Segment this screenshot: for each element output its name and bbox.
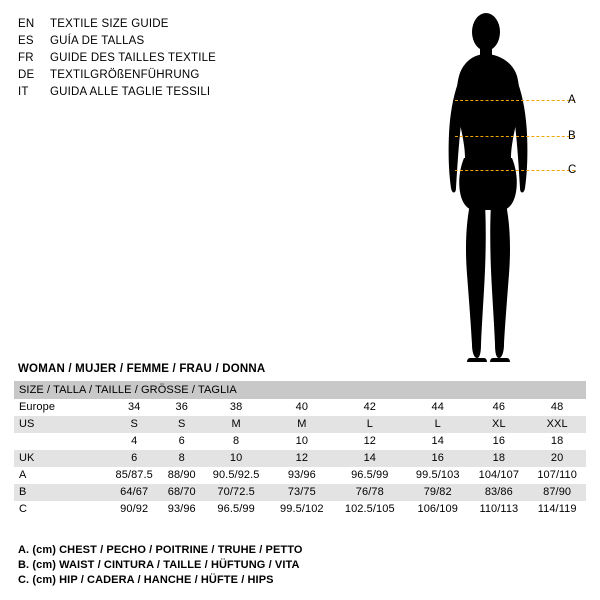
cell: 10 bbox=[270, 433, 333, 450]
cell: M bbox=[270, 416, 333, 433]
cell: 42 bbox=[334, 399, 406, 416]
language-row bbox=[18, 84, 318, 101]
language-title: GUIDE DES TAILLES TEXTILE bbox=[50, 52, 217, 64]
cell: 83/86 bbox=[469, 484, 528, 501]
cell: 68/70 bbox=[161, 484, 202, 501]
language-code: DE bbox=[18, 69, 35, 81]
cell: 16 bbox=[469, 433, 528, 450]
cell: 96.5/99 bbox=[202, 501, 270, 518]
row-label: Europe bbox=[14, 399, 107, 416]
cell: S bbox=[107, 416, 161, 433]
cell: 73/75 bbox=[270, 484, 333, 501]
cell: 70/72.5 bbox=[202, 484, 270, 501]
table-row bbox=[14, 416, 586, 433]
cell: 93/96 bbox=[161, 501, 202, 518]
table-row bbox=[14, 467, 586, 484]
cell: M bbox=[202, 416, 270, 433]
table-row bbox=[14, 484, 586, 501]
language-row bbox=[18, 33, 318, 50]
cell: 48 bbox=[528, 399, 586, 416]
footnote-a: A. (cm) CHEST / PECHO / POITRINE / TRUHE / PETTO bbox=[18, 544, 303, 556]
language-code: IT bbox=[18, 86, 29, 98]
cell: 16 bbox=[406, 450, 469, 467]
measure-label-b: B bbox=[568, 130, 576, 142]
language-code: ES bbox=[18, 35, 34, 47]
cell: 38 bbox=[202, 399, 270, 416]
measure-line-b bbox=[455, 136, 575, 137]
footnote-c: C. (cm) HIP / CADERA / HANCHE / HÜFTE / HIPS bbox=[18, 574, 274, 586]
cell: 8 bbox=[202, 433, 270, 450]
language-header-block bbox=[18, 16, 318, 101]
cell: L bbox=[406, 416, 469, 433]
cell: XL bbox=[469, 416, 528, 433]
row-label: UK bbox=[14, 450, 107, 467]
cell: 93/96 bbox=[270, 467, 333, 484]
cell: 18 bbox=[528, 433, 586, 450]
footnote-b: B. (cm) WAIST / CINTURA / TAILLE / HÜFTUNG / VITA bbox=[18, 559, 300, 571]
row-label: A bbox=[14, 467, 107, 484]
language-title: TEXTILGRÖßENFÜHRUNG bbox=[50, 69, 200, 81]
measure-label-a: A bbox=[568, 94, 576, 106]
measure-line-a bbox=[455, 100, 575, 101]
row-label bbox=[14, 433, 107, 450]
table-row bbox=[14, 450, 586, 467]
cell: 79/82 bbox=[406, 484, 469, 501]
row-label: C bbox=[14, 501, 107, 518]
table-header-label: SIZE / TALLA / TAILLE / GRÖSSE / TAGLIA bbox=[14, 381, 586, 399]
measure-label-c: C bbox=[568, 164, 577, 176]
cell: 6 bbox=[107, 450, 161, 467]
cell: 12 bbox=[270, 450, 333, 467]
table-row bbox=[14, 433, 586, 450]
language-title: TEXTILE SIZE GUIDE bbox=[50, 18, 169, 30]
cell: 44 bbox=[406, 399, 469, 416]
row-label: US bbox=[14, 416, 107, 433]
cell: 46 bbox=[469, 399, 528, 416]
figure-area bbox=[430, 8, 595, 370]
cell: 34 bbox=[107, 399, 161, 416]
cell: 102.5/105 bbox=[334, 501, 406, 518]
cell: 99.5/103 bbox=[406, 467, 469, 484]
language-title: GUÍA DE TALLAS bbox=[50, 35, 145, 47]
female-silhouette-icon bbox=[430, 8, 595, 370]
cell: 104/107 bbox=[469, 467, 528, 484]
cell: 96.5/99 bbox=[334, 467, 406, 484]
row-label: B bbox=[14, 484, 107, 501]
language-title: GUIDA ALLE TAGLIE TESSILI bbox=[50, 86, 211, 98]
cell: 14 bbox=[334, 450, 406, 467]
table-header-row bbox=[14, 381, 586, 399]
cell: 87/90 bbox=[528, 484, 586, 501]
cell: 4 bbox=[107, 433, 161, 450]
cell: S bbox=[161, 416, 202, 433]
cell: 110/113 bbox=[469, 501, 528, 518]
table-row bbox=[14, 501, 586, 518]
language-code: FR bbox=[18, 52, 34, 64]
section-title: WOMAN / MUJER / FEMME / FRAU / DONNA bbox=[18, 363, 266, 375]
cell: 12 bbox=[334, 433, 406, 450]
cell: 64/67 bbox=[107, 484, 161, 501]
measure-line-c bbox=[455, 170, 575, 171]
cell: L bbox=[334, 416, 406, 433]
language-row bbox=[18, 50, 318, 67]
table-row bbox=[14, 399, 586, 416]
cell: XXL bbox=[528, 416, 586, 433]
cell: 85/87.5 bbox=[107, 467, 161, 484]
cell: 20 bbox=[528, 450, 586, 467]
size-table bbox=[14, 381, 586, 518]
footnotes bbox=[18, 543, 578, 588]
cell: 106/109 bbox=[406, 501, 469, 518]
cell: 76/78 bbox=[334, 484, 406, 501]
cell: 36 bbox=[161, 399, 202, 416]
cell: 88/90 bbox=[161, 467, 202, 484]
language-row bbox=[18, 16, 318, 33]
cell: 8 bbox=[161, 450, 202, 467]
cell: 14 bbox=[406, 433, 469, 450]
cell: 40 bbox=[270, 399, 333, 416]
language-code: EN bbox=[18, 18, 35, 30]
cell: 10 bbox=[202, 450, 270, 467]
language-row bbox=[18, 67, 318, 84]
cell: 99.5/102 bbox=[270, 501, 333, 518]
cell: 90/92 bbox=[107, 501, 161, 518]
cell: 107/110 bbox=[528, 467, 586, 484]
cell: 90.5/92.5 bbox=[202, 467, 270, 484]
cell: 6 bbox=[161, 433, 202, 450]
cell: 114/119 bbox=[528, 501, 586, 518]
cell: 18 bbox=[469, 450, 528, 467]
